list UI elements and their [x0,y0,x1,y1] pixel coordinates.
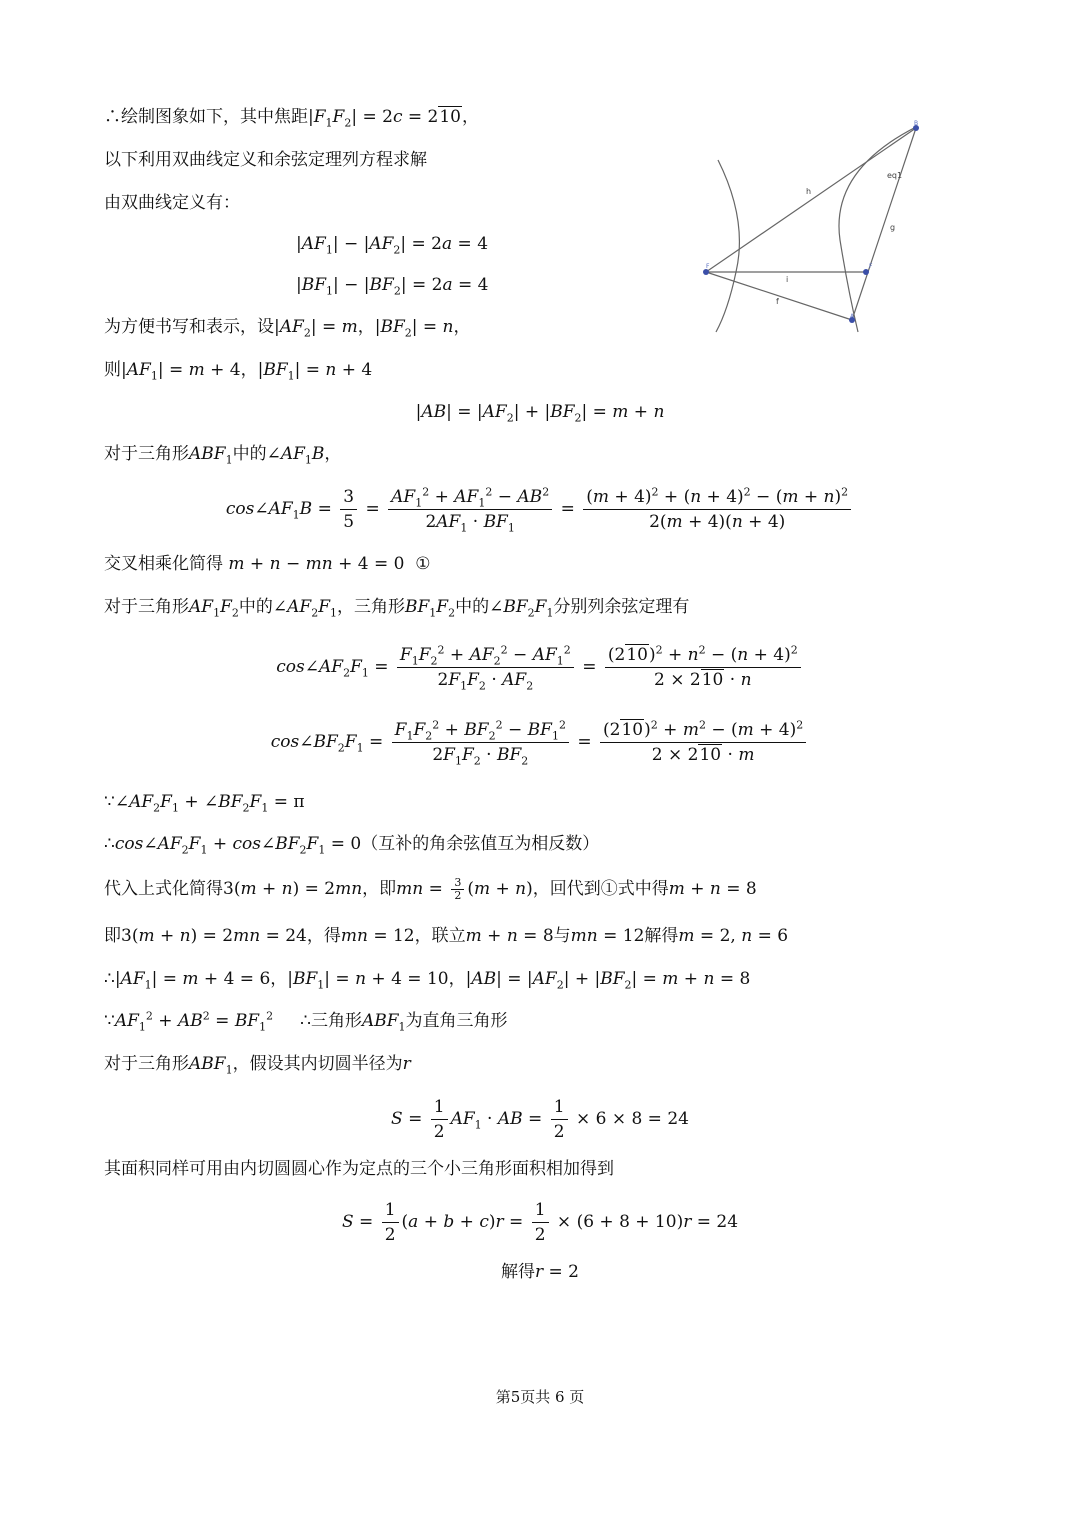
label-f: f [776,297,779,306]
text-line-3: 由双曲线定义有： [104,193,240,213]
text-line-14: $\because AF_1^2 + AB^2 = BF_1^2$ ∴三角形$ABF_1$为直角三角形 [104,1009,508,1034]
text-line-11: 代入上式化简得3(m + n) = 2mn，即mn = $\frac{3}{2}$ (m + n)，回代到①式中得m + n = 8 [104,876,757,902]
text-line-13: $\therefore|AF_1| = m + 4 = 6$，$|BF_1| = n + 4 = 10$，$|AB| = |AF_2| + |BF_2| = m + n = 8$ [104,969,751,992]
segment-g [852,128,916,320]
segment-h [706,128,916,272]
equation-7: S = $\frac{1}{2}$ $AF_1$ · AB = $\frac{1}{2}$ × 6 × 8 = 24 [391,1097,689,1142]
equation-1: $|AF_1| - |AF_2| = 2a = 4$ [296,234,489,257]
text-line-6: 对于三角形$ABF_1$中的$\angle AF_1B$， [104,444,342,467]
label-g: g [890,223,896,232]
hyperbola-left-branch [716,160,739,332]
equation-8: S = $\frac{1}{2}$ (a + b + c)r = $\frac{1}{2}$ × (6 + 8 + 10)r = 24 [341,1200,739,1245]
text-line-1: ∴绘制图象如下，其中焦距$|F_1F_2| = 2c = 210$， [104,107,479,130]
label-B: B [914,120,919,127]
text-line-10: $\therefore\cos\angle AF_2F_1$ + $\cos\angle BF_2F_1 = 0$（互补的角余弦值互为相反数） [104,834,600,857]
equation-3: $|AB| = |AF_2| + |BF_2| = m + n$ [415,402,665,425]
page-footer: 第5页共 6 页 [495,1388,585,1406]
text-line-2: 以下利用双曲线定义和余弦定理列方程求解 [104,150,427,170]
label-F1: F [706,263,710,270]
text-line-12: 即3(m + n) = 2mn = 24，得mn = 12，联立m + n = 8与mn = 12解得m = 2, n = 6 [104,926,789,946]
text-line-7: 交叉相乘化简得 m + n − mn + 4 = 0 ① [104,554,431,574]
text-line-4: 为方便书写和表示，设$|AF_2| = m$，$|BF_2| = n$， [104,317,471,340]
equation-5: $\cos\angle AF_2F_1$ = $\frac{F_1F_2^2 + AF_2^2 - AF_1^2}{2F_1F_2 \cdot AF_2}$ = $\frac{(210)^2 + n^2 - (n + 4)^2}{2 \times 210 \cdot n}$ [0,643,1080,692]
equation-2: $|BF_1| - |BF_2| = 2a = 4$ [296,275,489,298]
equation-9: 解得r = 2 [500,1262,579,1282]
text-line-8: 对于三角形$AF_1F_2$中的$\angle AF_2F_1$，三角形$BF_1F_2$中的$\angle BF_2F_1$分别列余弦定理有 [104,597,690,620]
hyperbola-figure [690,110,930,340]
text-line-5: 则$|AF_1| = m + 4$，$|BF_1| = n + 4$ [104,360,373,383]
label-F2: F [869,263,873,270]
label-h: h [806,187,812,196]
text-line-15: 对于三角形$ABF_1$，假设其内切圆半径为r [104,1054,411,1077]
segment-f [706,272,852,320]
text-line-9: $\because\angle AF_2F_1$ + $\angle BF_2F_1 = \pi$ [104,792,305,815]
label-A: A [850,313,855,320]
label-i: i [786,275,789,284]
label-eq1: eq1 [887,171,903,180]
text-line-16: 其面积同样可用由内切圆圆心作为定点的三个小三角形面积相加得到 [104,1159,614,1179]
equation-4: $\cos\angle AF_1B$ = $\frac{3}{5}$ = $\frac{AF_1^2 + AF_1^2 - AB^2}{2AF_1 \cdot BF_1}$ = $\frac{(m + 4)^2 + (n + 4)^2 - (m + n)^2}{2(m + 4)(n + 4)}$ [0,485,1080,534]
equation-6: $\cos\angle BF_2F_1$ = $\frac{F_1F_2^2 + BF_2^2 - BF_1^2}{2F_1F_2 \cdot BF_2}$ = $\frac{(210)^2 + m^2 - (m + 4)^2}{2 \times 210 \cdot m}$ [0,718,1080,767]
